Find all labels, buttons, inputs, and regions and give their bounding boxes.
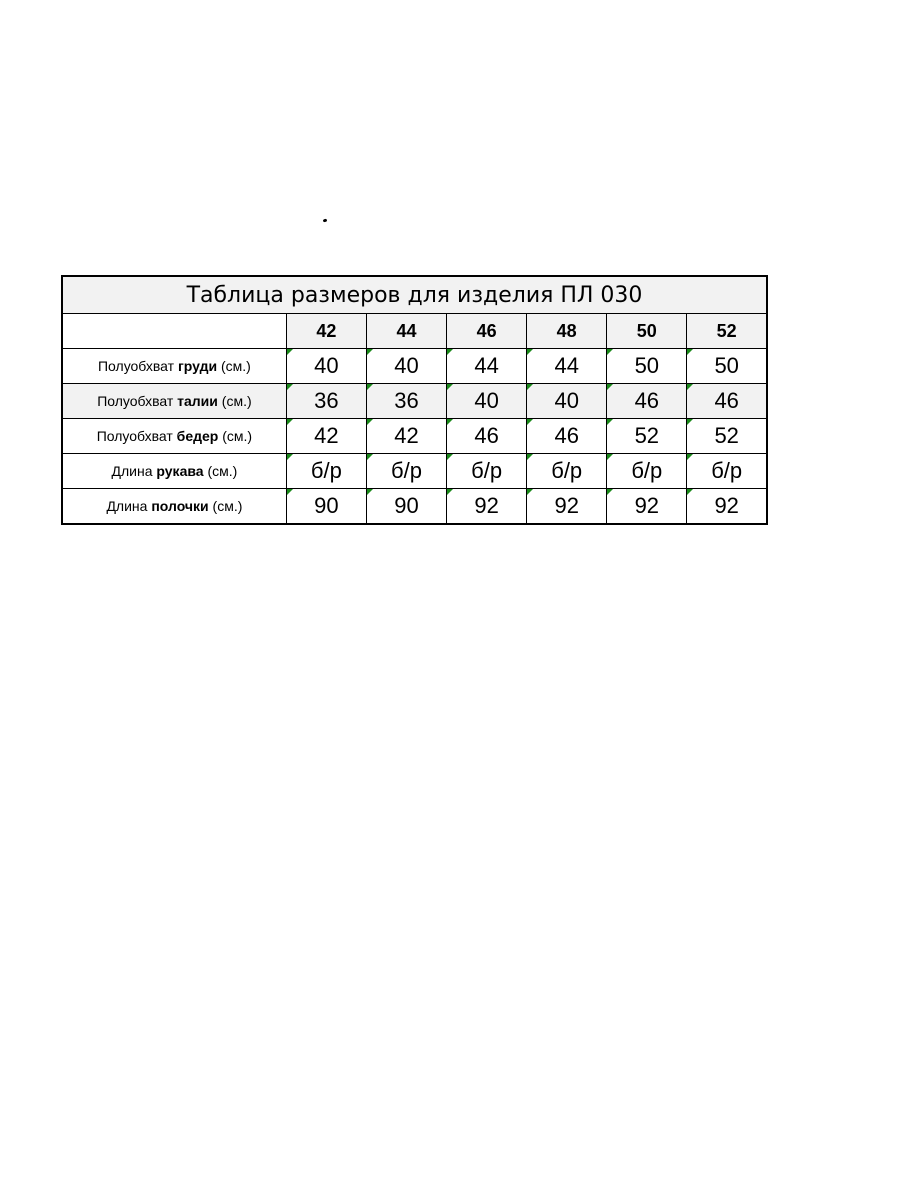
cell-marker-icon bbox=[607, 489, 613, 495]
cell-marker-icon bbox=[367, 384, 373, 390]
cell-marker-icon bbox=[607, 419, 613, 425]
value-cell bbox=[286, 419, 366, 454]
row-label-prefix: Полуобхват bbox=[97, 393, 178, 409]
value-text: 90 bbox=[314, 493, 339, 518]
cell-marker-icon bbox=[607, 454, 613, 460]
cell-marker-icon bbox=[447, 349, 453, 355]
value-cell bbox=[607, 489, 687, 525]
value-text: б/р bbox=[471, 458, 503, 483]
stray-dot bbox=[323, 218, 328, 222]
value-text: 52 bbox=[714, 423, 739, 448]
cell-marker-icon bbox=[367, 454, 373, 460]
value-cell bbox=[447, 419, 527, 454]
value-text: 52 bbox=[634, 423, 660, 448]
value-text: 46 bbox=[554, 423, 579, 448]
value-cell bbox=[527, 454, 607, 489]
table-body bbox=[62, 349, 767, 525]
value-text: б/р bbox=[310, 458, 342, 483]
row-label-emphasis: бедер bbox=[176, 428, 219, 444]
value-cell bbox=[447, 489, 527, 525]
value-cell bbox=[687, 419, 767, 454]
value-text: 36 bbox=[314, 388, 339, 413]
value-text: 46 bbox=[714, 388, 739, 413]
value-text: 36 bbox=[394, 388, 419, 413]
table-row bbox=[62, 349, 767, 384]
table-row bbox=[62, 489, 767, 525]
value-text: 50 bbox=[714, 353, 739, 378]
cell-marker-icon bbox=[527, 454, 533, 460]
row-label-prefix: Полуобхват bbox=[97, 358, 178, 374]
row-label-prefix: Длина bbox=[106, 498, 152, 514]
row-label bbox=[62, 384, 286, 419]
header-empty-cell bbox=[62, 314, 286, 349]
value-cell bbox=[527, 349, 607, 384]
value-text: 40 bbox=[474, 388, 499, 413]
cell-marker-icon bbox=[527, 349, 533, 355]
value-cell bbox=[607, 384, 687, 419]
value-text: 42 bbox=[394, 423, 419, 448]
value-text: 50 bbox=[634, 353, 660, 378]
value-text: 42 bbox=[314, 423, 339, 448]
cell-marker-icon bbox=[447, 419, 453, 425]
value-cell bbox=[687, 489, 767, 525]
value-text: 40 bbox=[314, 353, 339, 378]
row-label-emphasis: талии bbox=[177, 393, 218, 409]
table-row bbox=[62, 454, 767, 489]
cell-marker-icon bbox=[447, 384, 453, 390]
value-cell bbox=[607, 454, 687, 489]
row-label-unit: (см.) bbox=[218, 428, 253, 444]
value-text: 46 bbox=[474, 423, 499, 448]
cell-marker-icon bbox=[607, 384, 613, 390]
title-row bbox=[62, 276, 767, 314]
cell-marker-icon bbox=[447, 489, 453, 495]
value-cell bbox=[286, 489, 366, 525]
row-label bbox=[62, 489, 286, 525]
value-text: б/р bbox=[711, 458, 743, 483]
row-label-unit: (см.) bbox=[217, 393, 252, 409]
size-header: 46 bbox=[447, 314, 527, 349]
value-text: 90 bbox=[394, 493, 419, 518]
row-label bbox=[62, 349, 286, 384]
value-cell bbox=[687, 454, 767, 489]
table-row bbox=[62, 419, 767, 454]
value-cell bbox=[366, 489, 446, 525]
size-header: 44 bbox=[366, 314, 446, 349]
cell-marker-icon bbox=[287, 419, 293, 425]
row-label-unit: (см.) bbox=[208, 498, 243, 514]
cell-marker-icon bbox=[367, 419, 373, 425]
row-label-prefix: Длина bbox=[111, 463, 157, 479]
value-cell bbox=[687, 384, 767, 419]
row-label bbox=[62, 419, 286, 454]
cell-marker-icon bbox=[687, 349, 693, 355]
size-header: 42 bbox=[286, 314, 366, 349]
value-text: 92 bbox=[474, 493, 499, 518]
value-cell bbox=[687, 349, 767, 384]
cell-marker-icon bbox=[687, 419, 693, 425]
value-cell bbox=[366, 349, 446, 384]
row-label-emphasis: полочки bbox=[151, 498, 209, 514]
cell-marker-icon bbox=[607, 349, 613, 355]
value-text: 46 bbox=[634, 388, 660, 413]
row-label-unit: (см.) bbox=[203, 463, 238, 479]
cell-marker-icon bbox=[367, 489, 373, 495]
value-cell bbox=[447, 349, 527, 384]
table-row bbox=[62, 384, 767, 419]
cell-marker-icon bbox=[687, 489, 693, 495]
size-header: 50 bbox=[607, 314, 687, 349]
cell-marker-icon bbox=[287, 384, 293, 390]
cell-marker-icon bbox=[287, 349, 293, 355]
cell-marker-icon bbox=[447, 454, 453, 460]
row-label-emphasis: груди bbox=[177, 358, 218, 374]
value-cell bbox=[527, 384, 607, 419]
value-text: б/р bbox=[631, 458, 663, 483]
cell-marker-icon bbox=[527, 489, 533, 495]
value-cell bbox=[527, 419, 607, 454]
cell-marker-icon bbox=[527, 384, 533, 390]
row-label-unit: (см.) bbox=[217, 358, 251, 374]
value-cell bbox=[527, 489, 607, 525]
cell-marker-icon bbox=[367, 349, 373, 355]
row-label-emphasis: рукава bbox=[156, 463, 204, 479]
cell-marker-icon bbox=[287, 454, 293, 460]
size-header-row bbox=[62, 314, 767, 349]
row-label bbox=[62, 454, 286, 489]
value-text: б/р bbox=[391, 458, 422, 483]
value-cell bbox=[607, 349, 687, 384]
value-text: 92 bbox=[634, 493, 660, 518]
size-table bbox=[61, 275, 768, 525]
value-cell bbox=[366, 454, 446, 489]
size-header: 52 bbox=[687, 314, 767, 349]
cell-marker-icon bbox=[687, 384, 693, 390]
cell-marker-icon bbox=[527, 419, 533, 425]
value-text: 44 bbox=[554, 353, 579, 378]
value-cell bbox=[286, 454, 366, 489]
value-text: 44 bbox=[474, 353, 499, 378]
value-text: 92 bbox=[554, 493, 579, 518]
table-title: Таблица размеров для изделия ПЛ 030 bbox=[62, 276, 767, 314]
value-text: 40 bbox=[394, 353, 419, 378]
size-header: 48 bbox=[527, 314, 607, 349]
cell-marker-icon bbox=[287, 489, 293, 495]
value-cell bbox=[366, 384, 446, 419]
value-text: 40 bbox=[554, 388, 579, 413]
value-cell bbox=[366, 419, 446, 454]
row-label-prefix: Полуобхват bbox=[96, 428, 177, 444]
value-text: 92 bbox=[714, 493, 739, 518]
value-cell bbox=[607, 419, 687, 454]
cell-marker-icon bbox=[687, 454, 693, 460]
value-cell bbox=[447, 384, 527, 419]
value-cell bbox=[447, 454, 527, 489]
value-cell bbox=[286, 349, 366, 384]
value-text: б/р bbox=[551, 458, 583, 483]
value-cell bbox=[286, 384, 366, 419]
